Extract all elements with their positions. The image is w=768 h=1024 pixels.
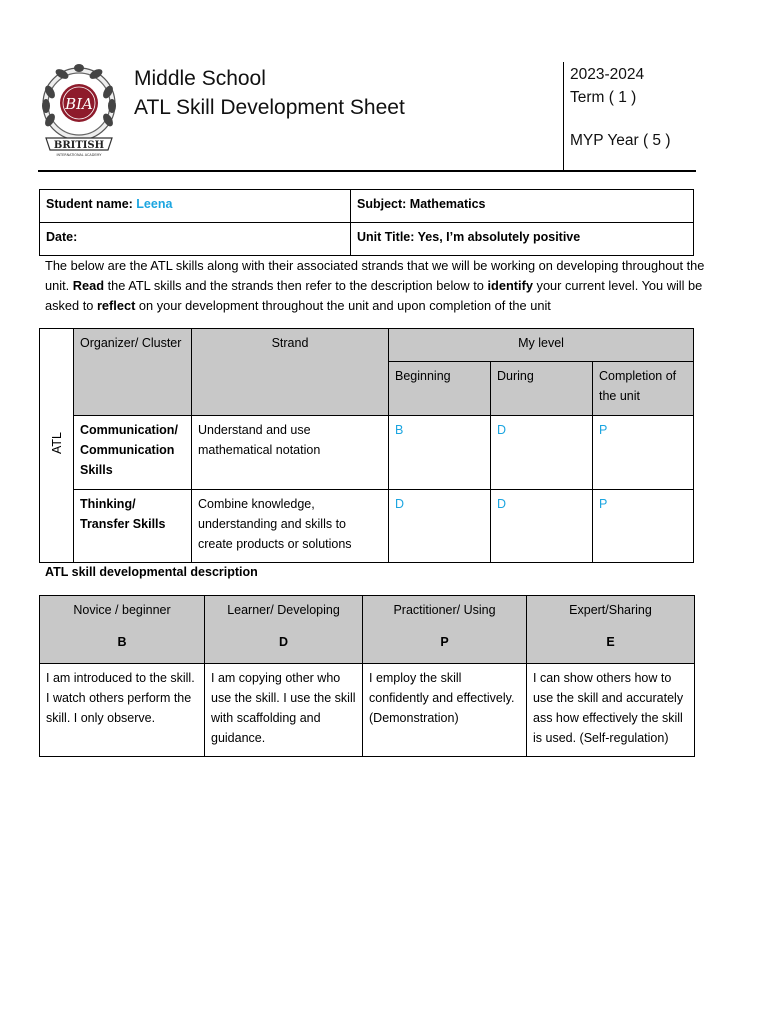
- level-header-novice: Novice / beginner B: [40, 596, 205, 664]
- strand-cell: Combine knowledge, understanding and skills to create products or solutions: [192, 490, 389, 563]
- school-year: 2023-2024: [570, 66, 645, 83]
- school-logo: [38, 62, 120, 158]
- date-cell: Date:: [40, 223, 351, 256]
- level-header-expert: Expert/Sharing E: [527, 596, 695, 664]
- student-info-table: [39, 189, 694, 256]
- col-cluster-header: Organizer/ Cluster: [74, 329, 192, 416]
- level-description-learner: I am copying other who use the skill. I use the skill with scaffolding and guidance.: [205, 664, 363, 757]
- cluster-cell: Thinking/ Transfer Skills: [74, 490, 192, 563]
- level-description-novice: I am introduced to the skill. I watch others perform the skill. I only observe.: [40, 664, 205, 757]
- description-table: [39, 595, 695, 757]
- description-heading: ATL skill developmental description: [45, 565, 258, 579]
- page-title-line2: ATL Skill Development Sheet: [134, 96, 405, 119]
- subject-cell: Subject: Mathematics: [351, 190, 694, 223]
- col-during-header: During: [491, 362, 593, 416]
- student-name-label: Student name:: [46, 197, 133, 211]
- during-level-cell[interactable]: D: [491, 416, 593, 490]
- intro-paragraph: The below are the ATL skills along with their associated strands that we will be working on developing throughout the unit. Read the ATL skills and the strands then refer to the description below to identify your current level. You will be asked to reflect on your development throughout the unit and upon completion of the unit: [45, 258, 705, 313]
- beginning-level-cell[interactable]: D: [389, 490, 491, 563]
- col-completion-header: Completion of the unit: [593, 362, 694, 416]
- svg-text:INTERNATIONAL ACADEMY: INTERNATIONAL ACADEMY: [56, 153, 102, 157]
- page-title-line1: Middle School: [134, 67, 266, 90]
- col-strand-header: Strand: [192, 329, 389, 416]
- atl-skills-table: [39, 328, 694, 563]
- header-divider-horizontal: [38, 170, 696, 172]
- level-description-expert: I can show others how to use the skill and accurately ass how effectively the skill is used. (Self-regulation): [527, 664, 695, 757]
- beginning-level-cell[interactable]: B: [389, 416, 491, 490]
- student-name-value: Leena: [136, 197, 173, 211]
- strand-cell: Understand and use mathematical notation: [192, 416, 389, 490]
- level-header-practitioner: Practitioner/ Using P: [363, 596, 527, 664]
- svg-text:BRITISH: BRITISH: [53, 140, 105, 151]
- table-row: [40, 416, 694, 490]
- atl-side-label-cell: [40, 329, 74, 563]
- during-level-cell[interactable]: D: [491, 490, 593, 563]
- col-level-header: My level: [389, 329, 694, 362]
- cluster-cell: Communication/ Communication Skills: [74, 416, 192, 490]
- table-row: [40, 490, 694, 563]
- unit-title-cell: Unit Title: Yes, I’m absolutely positive: [351, 223, 694, 256]
- col-beginning-header: Beginning: [389, 362, 491, 416]
- completion-level-cell[interactable]: P: [593, 416, 694, 490]
- student-name-cell: [40, 190, 351, 223]
- header-divider-vertical: [563, 62, 564, 170]
- completion-level-cell[interactable]: P: [593, 490, 694, 563]
- atl-side-label: ATL: [49, 431, 64, 454]
- svg-text:BIA: BIA: [65, 95, 93, 113]
- myp-year: MYP Year ( 5 ): [570, 132, 671, 149]
- level-description-practitioner: I employ the skill confidently and effectively. (Demonstration): [363, 664, 527, 757]
- level-header-learner: Learner/ Developing D: [205, 596, 363, 664]
- term: Term ( 1 ): [570, 89, 637, 106]
